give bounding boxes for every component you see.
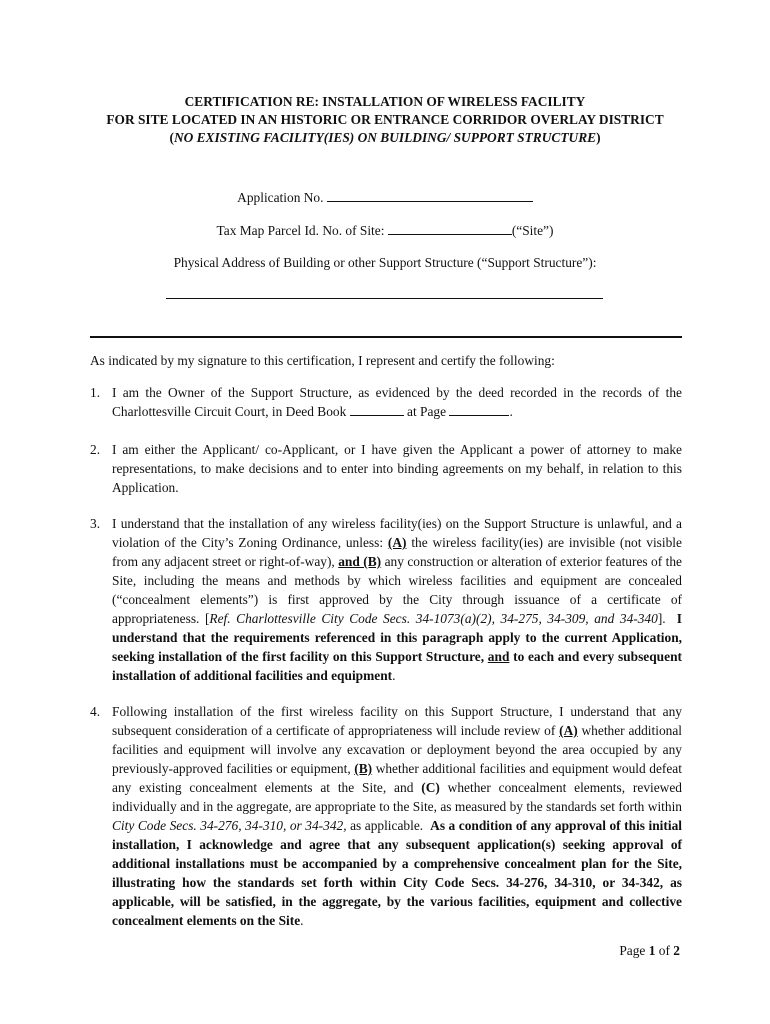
current-page: 1 (648, 943, 656, 958)
page-number (619, 943, 680, 959)
item-4-text-b: whether additional facilities and equipment will involve any excavation or deployment beyond the area occupied by any previously-approved facilities or equipment, (112, 723, 682, 776)
list-item-4 (90, 702, 682, 930)
item-number: 2. (90, 442, 101, 457)
item-4-text-a: Following installation of the first wireless facility on this Support Structure, I understand that any subsequent consideration of a certificate of appropriateness will include review of (112, 704, 682, 738)
address-blank[interactable] (166, 298, 603, 299)
item-3-period: . (392, 668, 396, 683)
page-word: Page (619, 943, 646, 958)
item-3-marker-a: (A) (387, 535, 407, 550)
item-3-marker-and-b: and (B) (338, 554, 382, 569)
item-3-text-a: I understand that the installation of any wireless facility(ies) on the Support Structure is unlawful, and a violation of the City’s Zoning Ordinance, unless: (112, 516, 682, 550)
title-line-1: CERTIFICATION RE: INSTALLATION OF WIRELESS FACILITY (184, 94, 586, 109)
tax-map-field (0, 222, 770, 240)
item-4-text-d: whether concealment elements, reviewed individually and in the aggregate, are appropriate to the Site, as measured by the standards set forth within (112, 780, 682, 814)
item-number: 4. (90, 704, 101, 719)
item-3-text-d: ]. (657, 611, 666, 626)
title-paren-open: ( (169, 130, 174, 145)
list-item-2 (90, 440, 682, 497)
title-line-3 (0, 129, 770, 147)
item-1-text: I am the Owner of the Support Structure, as evidenced by the deed recorded in the records of the Charlottesville Circuit Court, in Deed Book (112, 385, 682, 419)
list-item-1 (90, 383, 682, 421)
list-item-3 (90, 514, 682, 685)
item-4-marker-c: (C) (421, 780, 440, 795)
title-subtitle: NO EXISTING FACILITY(IES) ON BUILDING/ SUPPORT STRUCTURE (173, 130, 597, 145)
total-pages: 2 (673, 943, 680, 958)
title-paren-close: ) (596, 130, 601, 145)
item-1-period: . (509, 404, 513, 419)
item-3-bold-statement-end: to each and every subsequent installation of additional facilities and equipment (112, 649, 682, 683)
intro-text: As indicated by my signature to this certification, I represent and certify the following: (90, 353, 555, 368)
application-number-label: Application No. (237, 190, 324, 205)
title-line-2: FOR SITE LOCATED IN AN HISTORIC OR ENTRANCE CORRIDOR OVERLAY DISTRICT (106, 112, 664, 127)
deed-book-blank[interactable] (350, 403, 404, 416)
tax-map-suffix: (“Site”) (511, 223, 554, 238)
item-3-and: and (487, 649, 510, 664)
item-4-bold-statement: As a condition of any approval of this initial installation, I acknowledge and agree that any subsequent application(s) seeking approval of additional installations must be accompanied by a comprehensive concealment plan for the Site, illustrating how the standards set forth within City Code Secs. 34-276, 34-310, or 34-342, as applicable, will be satisfied, in the aggregate, by the various facilities, equipment and collective concealment elements on the Site (112, 818, 682, 928)
tax-map-blank[interactable] (388, 222, 512, 235)
item-number: 3. (90, 516, 101, 531)
section-divider (90, 336, 682, 338)
item-number: 1. (90, 385, 101, 400)
item-4-marker-a: (A) (559, 723, 578, 738)
item-4-text-c: whether additional facilities and equipment would defeat any existing concealment elements at the Site, and (112, 761, 682, 795)
item-4-marker-b: (B) (354, 761, 373, 776)
item-4-code-reference: City Code Secs. 34-276, 34-310, or 34-342, (112, 818, 347, 833)
deed-page-blank[interactable] (449, 403, 509, 416)
address-label: Physical Address of Building or other Support Structure (“Support Structure”): (173, 255, 597, 270)
item-3-code-reference: Ref. Charlottesville City Code Secs. 34-1073(a)(2), 34-275, 34-309, and 34-340 (209, 611, 658, 626)
tax-map-label: Tax Map Parcel Id. No. of Site: (216, 223, 385, 238)
application-number-blank[interactable] (327, 189, 533, 202)
item-3-bold-statement: I understand that the requirements referenced in this paragraph apply to the current Application, seeking installation of the first facility on this Support Structure, (112, 611, 682, 664)
item-1-page-label: at Page (407, 404, 447, 419)
application-number-field (0, 189, 770, 207)
item-4-period: . (300, 913, 304, 928)
item-3-text-b: the wireless facility(ies) are invisible (not visible from any adjacent street or right-of-way), (112, 535, 682, 569)
item-3-text-c: any construction or alteration of exterior features of the Site, including the means and methods by which wireless facilities and equipment are concealed (“concealment elements”) is first approved by the City through issuance of a certificate of appropriateness. [ (112, 554, 682, 626)
item-2-text: I am either the Applicant/ co-Applicant, or I have given the Applicant a power of attorney to make representations, to make decisions and to enter into binding agreements on my behalf, in relation to this Application. (112, 442, 682, 495)
of-word: of (658, 943, 670, 958)
item-4-text-e: as applicable. (350, 818, 424, 833)
